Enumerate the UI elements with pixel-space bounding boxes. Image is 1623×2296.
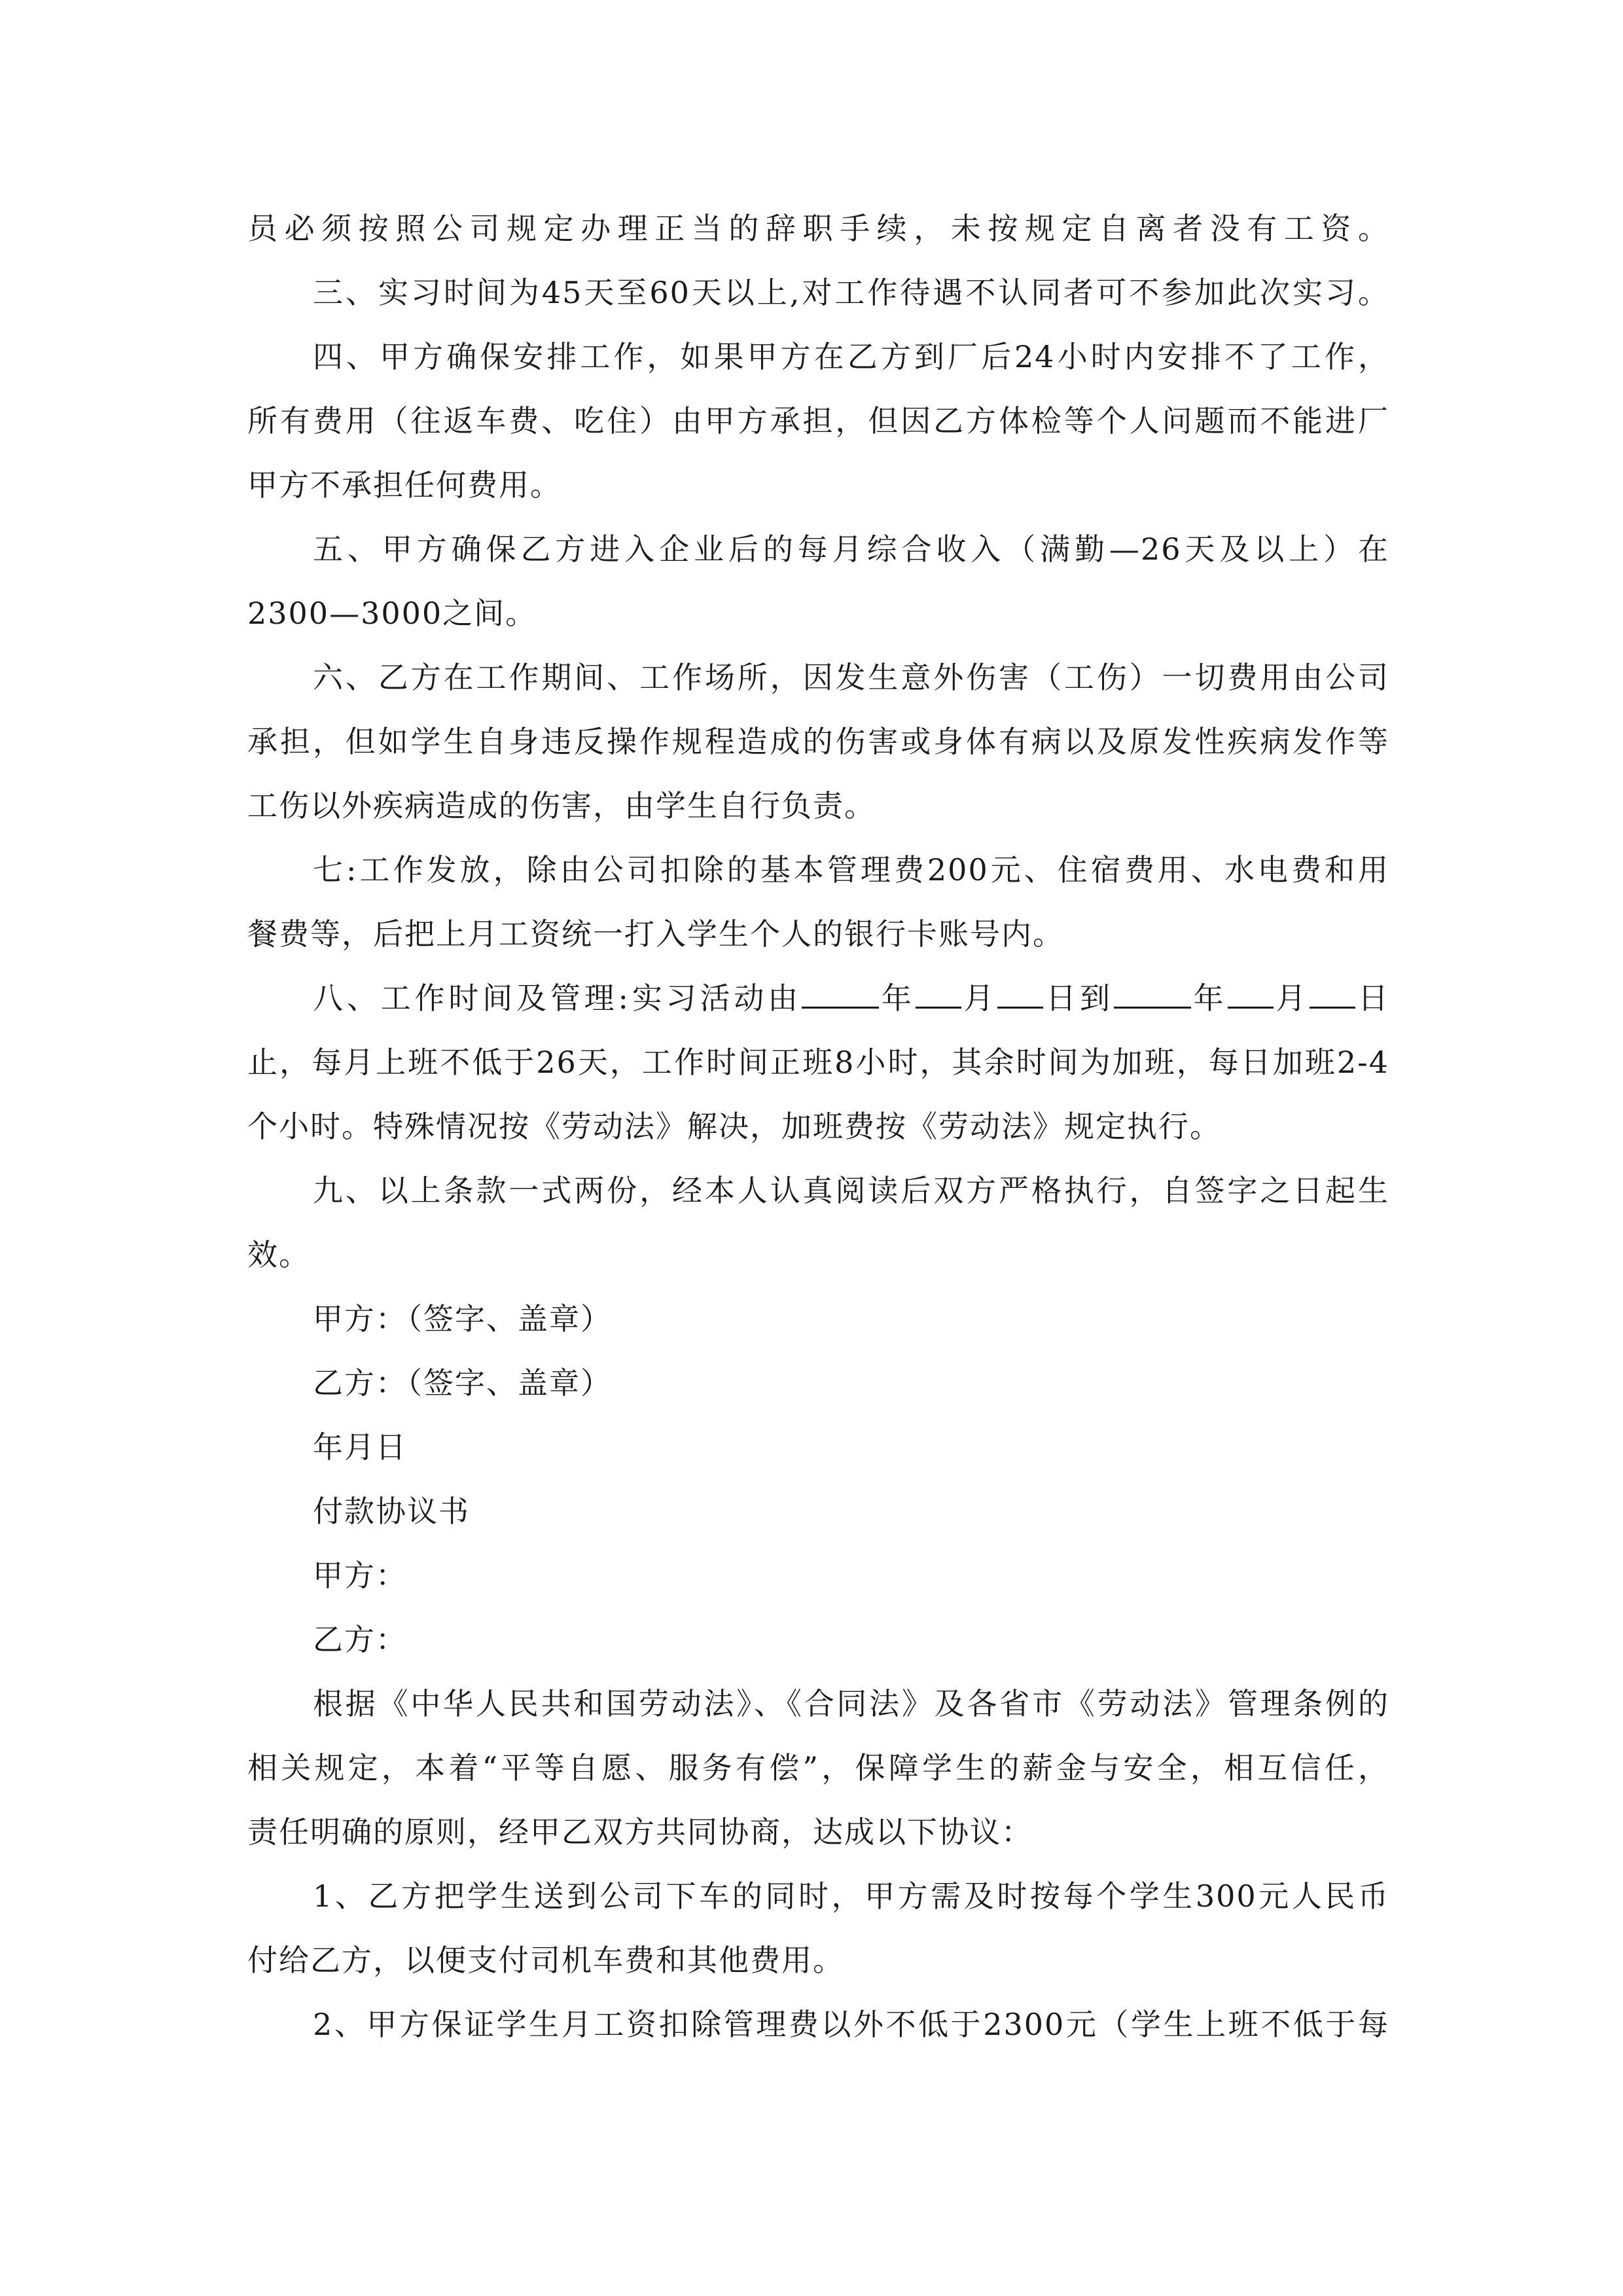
text-line: 效。: [247, 1237, 310, 1272]
text-line: 所有费用（往返车费、吃住）由甲方承担，但因乙方体检等个人问题而不能进厂: [247, 403, 1389, 439]
blank-day-start[interactable]: [997, 973, 1043, 1009]
label-month: 月: [961, 980, 998, 1016]
clause-8-prefix: 八、工作时间及管理:实习活动由: [313, 980, 802, 1016]
blank-day-end[interactable]: [1310, 973, 1355, 1009]
label-month: 月: [1273, 980, 1310, 1016]
text-line: 承担，但如学生自身违反操作规程造成的伤害或身体有病以及原发性疾病发作等: [247, 724, 1389, 759]
section-title: 付款协议书: [313, 1494, 470, 1529]
text-line: 责任明确的原则，经甲乙双方共同协商，达成以下协议：: [247, 1814, 1033, 1850]
text-line: 付给乙方，以便支付司机车费和其他费用。: [247, 1943, 844, 1978]
text-line: 2300—3000之间。: [247, 596, 537, 631]
document-body: [247, 196, 1389, 2056]
text-line: 相关规定，本着“平等自愿、服务有偿”，保障学生的薪金与安全，相互信任，: [247, 1750, 1389, 1785]
label-year: 年: [1190, 980, 1228, 1016]
text-line: 工伤以外疾病造成的伤害，由学生自行负责。: [247, 788, 876, 823]
clause-6: 六、乙方在工作期间、工作场所，因发生意外伤害（工伤）一切费用由公司: [313, 660, 1389, 695]
clause-5: 五、甲方确保乙方进入企业后的每月综合收入（满勤—26天及以上）在: [313, 531, 1389, 567]
label-day-to: 日到: [1043, 980, 1114, 1016]
party-a-label: 甲方：: [313, 1558, 407, 1593]
text-line: 甲方不承担任何费用。: [247, 467, 562, 503]
clause-8: [247, 966, 1389, 1030]
label-year: 年: [879, 980, 916, 1016]
label-day: 日: [1355, 980, 1390, 1016]
preamble: 根据《中华人民共和国劳动法》、《合同法》及各省市《劳动法》管理条例的: [313, 1686, 1389, 1721]
blank-year-start[interactable]: [802, 973, 879, 1009]
clause-9: 九、以上条款一式两份，经本人认真阅读后双方严格执行，自签字之日起生: [313, 1173, 1389, 1208]
party-a-signature: 甲方：（签字、盖章）: [313, 1301, 612, 1336]
party-b-label: 乙方：: [313, 1622, 407, 1657]
term-2: 2、甲方保证学生月工资扣除管理费以外不低于2300元（学生上班不低于每: [313, 2007, 1389, 2042]
blank-month-end[interactable]: [1228, 973, 1274, 1009]
blank-year-end[interactable]: [1114, 973, 1191, 1009]
text-line: 止，每月上班不低于26天，工作时间正班8小时，其余时间为加班，每日加班2-4: [247, 1045, 1389, 1080]
text-line: 个小时。特殊情况按《劳动法》解决，加班费按《劳动法》规定执行。: [247, 1109, 1221, 1144]
term-1: 1、乙方把学生送到公司下车的同时，甲方需及时按每个学生300元人民币: [313, 1878, 1389, 1914]
clause-4: 四、甲方确保安排工作，如果甲方在乙方到厂后24小时内安排不了工作，: [313, 339, 1389, 374]
text-line: 员必须按照公司规定办理正当的辞职手续，未按规定自离者没有工资。: [247, 211, 1389, 246]
party-b-signature: 乙方：（签字、盖章）: [313, 1365, 612, 1401]
clause-7: 七:工作发放，除由公司扣除的基本管理费200元、住宿费用、水电费和用: [313, 852, 1389, 888]
text-line: 餐费等，后把上月工资统一打入学生个人的银行卡账号内。: [247, 916, 1064, 952]
date-line: 年月日: [313, 1429, 407, 1465]
blank-month-start[interactable]: [916, 973, 961, 1009]
clause-3: 三、实习时间为45天至60天以上,对工作待遇不认同者可不参加此次实习。: [313, 275, 1389, 310]
